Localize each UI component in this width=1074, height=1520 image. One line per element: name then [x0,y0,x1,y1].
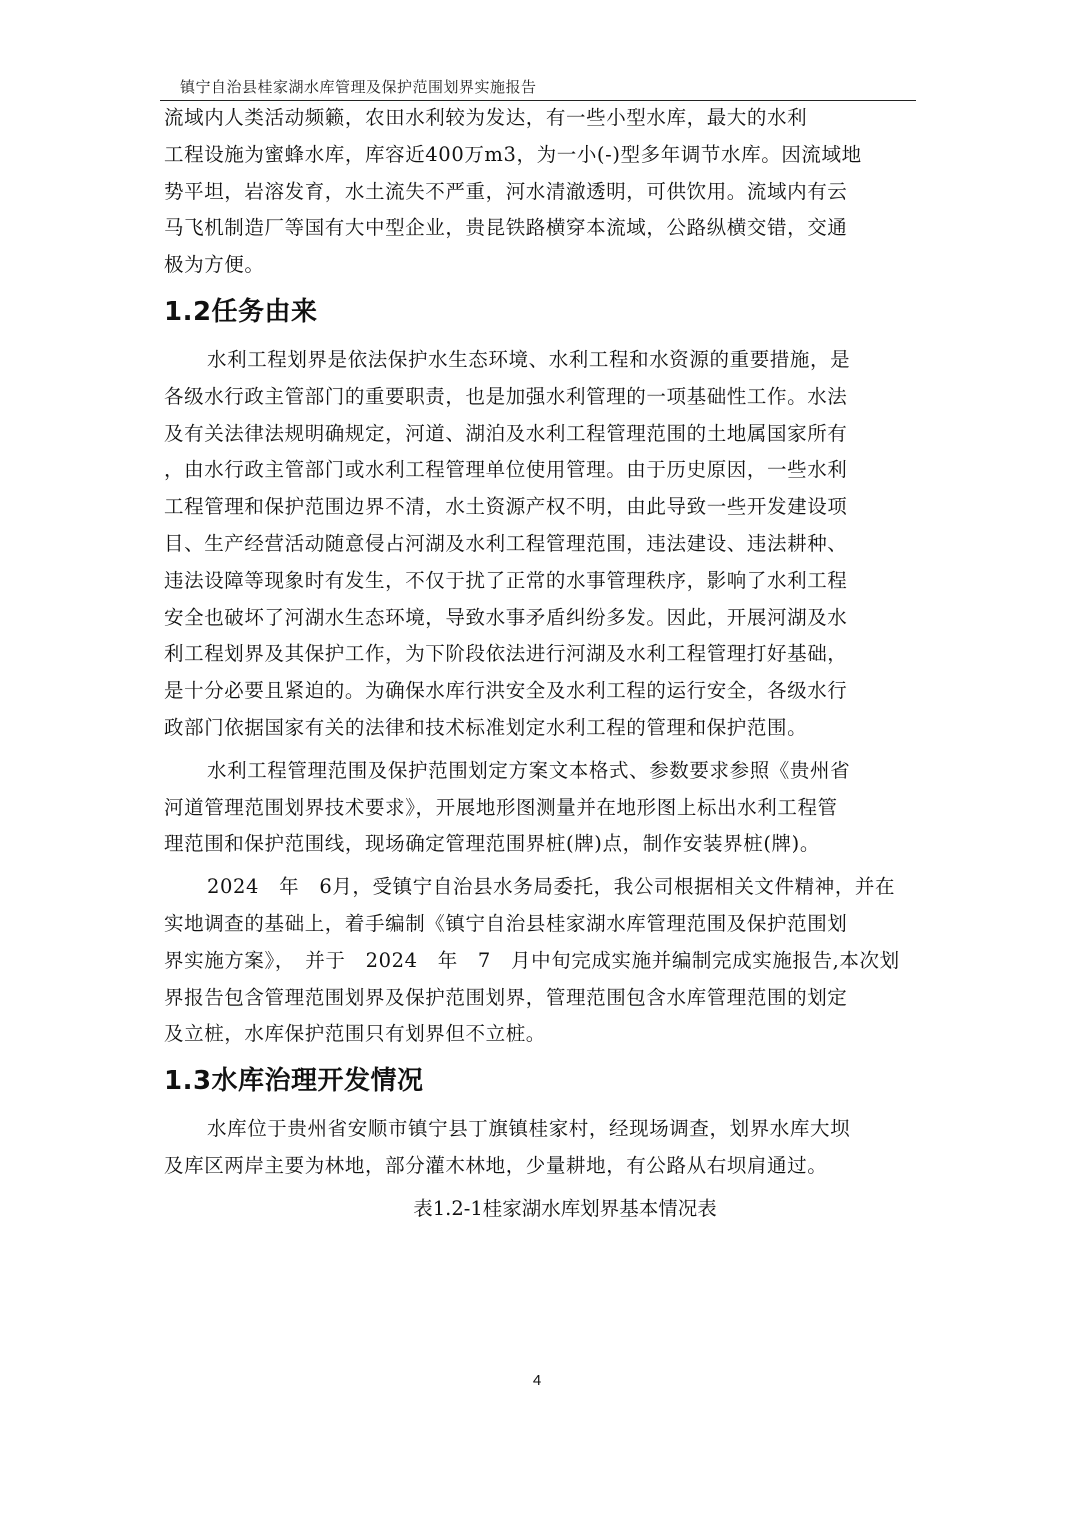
text-line: 及库区两岸主要为林地，部分灌木林地，少量耕地，有公路从右坝肩通过。 [164,1153,828,1177]
header-title: 镇宁自治县桂家湖水库管理及保护范围划界实施报告 [180,78,537,96]
section-heading-1-3: 1.3水库治理开发情况 [164,1066,424,1097]
text-line: ，由水行政主管部门或水利工程管理单位使用管理。由于历史原因，一些水利 [164,458,848,482]
table-caption: 表1.2-1桂家湖水库划界基本情况表 [413,1196,717,1220]
text-line: 界实施方案》， 并于 2024 年 7 月中旬完成实施并编制完成实施报告,本次划 [164,948,900,972]
text-line: 各级水行政主管部门的重要职责，也是加强水利管理的一项基础性工作。水法 [164,384,848,408]
text-line: 是十分必要且紧迫的。为确保水库行洪安全及水利工程的运行安全，各级水行 [164,679,848,703]
page-number: 4 [532,1372,542,1389]
text-line: 工程管理和保护范围边界不清，水土资源产权不明，由此导致一些开发建设项 [164,495,848,519]
text-line: 水利工程划界是依法保护水生态环境、水利工程和水资源的重要措施，是 [207,347,851,371]
text-line: 2024 年 6月，受镇宁自治县水务局委托，我公司根据相关文件精神，并在 [207,875,896,899]
text-line: 及有关法律法规明确规定，河道、湖泊及水利工程管理范围的土地属国家所有 [164,421,848,445]
text-line: 势平坦，岩溶发育，水土流失不严重，河水清澈透明，可供饮用。流域内有云 [164,179,848,203]
text-line: 政部门依据国家有关的法律和技术标准划定水利工程的管理和保护范围。 [164,715,808,739]
section-heading-1-2: 1.2任务由来 [164,296,318,327]
paragraph-format-requirements [164,753,912,863]
text-line: 违法设障等现象时有发生，不仅于扰了正常的水事管理秩序，影响了水利工程 [164,568,848,592]
paragraph-commission [164,869,912,1053]
page-header [160,74,916,101]
text-line: 马飞机制造厂等国有大中型企业，贵昆铁路横穿本流域，公路纵横交错，交通 [164,216,848,240]
text-line: 实地调查的基础上，着手编制《镇宁自治县桂家湖水库管理范围及保护范围划 [164,911,848,935]
text-line: 界报告包含管理范围划界及保护范围划界，管理范围包含水库管理范围的划定 [164,985,848,1009]
text-line: 安全也破坏了河湖水生态环境，导致水事矛盾纠纷多发。因此，开展河湖及水 [164,605,848,629]
text-line: 理范围和保护范围线，现场确定管理范围界桩(牌)点，制作安装界桩(牌)。 [164,832,820,856]
paragraph-task-origin [164,342,912,747]
text-line: 利工程划界及其保护工作，为下阶段依法进行河湖及水利工程管理打好基础， [164,642,848,666]
text-line: 目、生产经营活动随意侵占河湖及水利工程管理范围，违法建设、违法耕种、 [164,531,848,555]
text-line: 水库位于贵州省安顺市镇宁县丁旗镇桂家村，经现场调查，划界水库大坝 [207,1117,851,1141]
text-line: 工程设施为蜜蜂水库，库容近400万m3，为一小(-)型多年调节水库。因流域地 [164,142,862,166]
text-line: 水利工程管理范围及保护范围划定方案文本格式、参数要求参照《贵州省 [207,758,851,782]
text-line: 河道管理范围划界技术要求》，开展地形图测量并在地形图上标出水利工程管 [164,795,838,819]
text-line: 及立桩，水库保护范围只有划界但不立桩。 [164,1022,546,1046]
document-body [164,100,912,1227]
paragraph-reservoir-development [164,1111,912,1185]
text-line: 极为方便。 [164,253,265,277]
paragraph-intro [164,100,912,284]
text-line: 流域内人类活动频籁，农田水利较为发达，有一些小型水库，最大的水利 [164,106,808,129]
